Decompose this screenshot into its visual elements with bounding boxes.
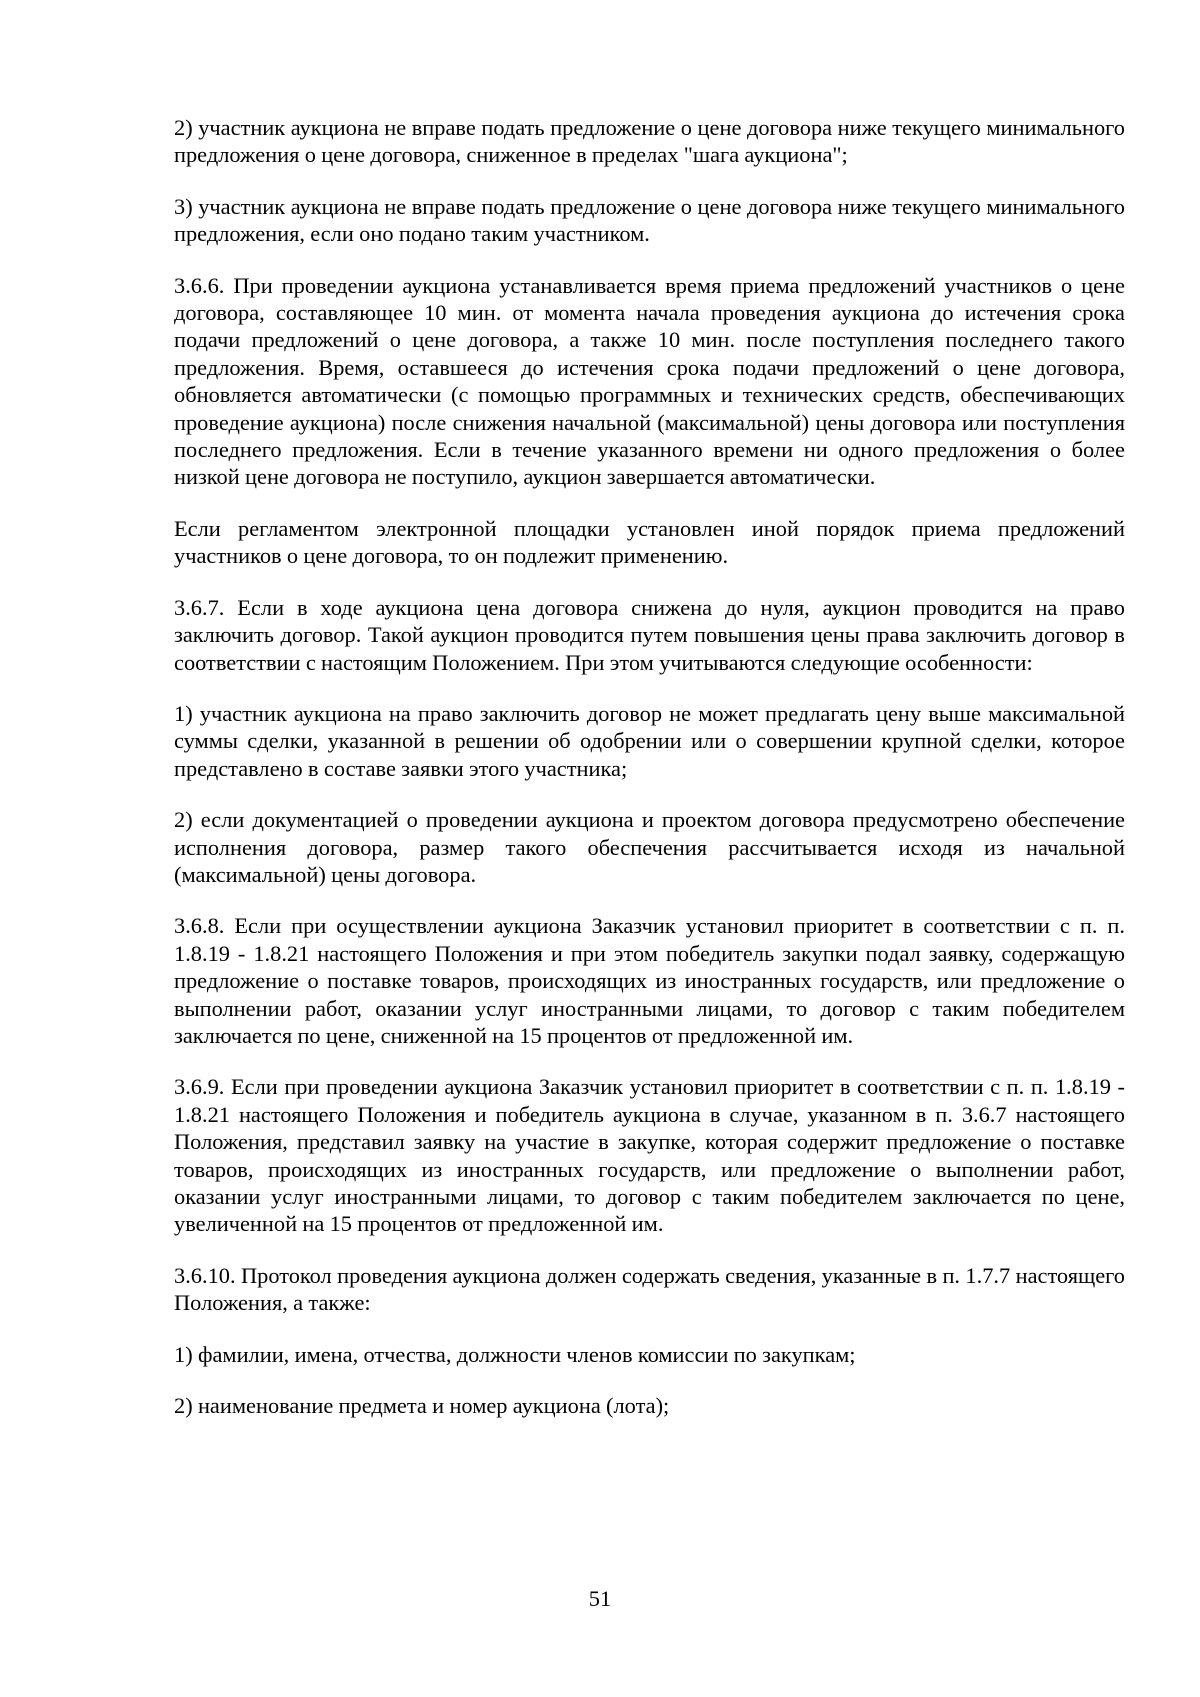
page-number: 51 [588,1586,612,1611]
document-body [174,114,1125,1443]
paragraph-max-deal-sum: 1) участник аукциона на право заключить договор не может предлагать цену выше максимальной суммы сделки, указанной в решении об одобрении или о совершении крупной сделки, которое представлено в составе заявки этого участника; [174,700,1125,781]
paragraph-subject-and-lot: 2) наименование предмета и номер аукциона (лота); [174,1393,670,1419]
paragraph-platform-regulation: Если регламентом электронной площадки установлен иной порядок приема предложений участников о цене договора, то он подлежит применению. [174,515,1125,569]
paragraph-3-6-10: 3.6.10. Протокол проведения аукциона должен содержать сведения, указанные в п. 1.7.7 настоящего Положения, а также: [174,1262,1125,1316]
paragraph-3-6-8: 3.6.8. Если при осуществлении аукциона Заказчик установил приоритет в соответствии с п. п. 1.8.19 - 1.8.21 настоящего Положения и при этом победитель закупки подал заявку, содержащую предложение о поставке товаров, происходящих из иностранных государств, или предложение о выполнении работ, оказании услуг иностранными лицами, то договор с таким победителем заключается по цене, сниженной на 15 процентов от предложенной им. [174,913,1125,1048]
paragraph-3-6-7: 3.6.7. Если в ходе аукциона цена договора снижена до нуля, аукцион проводится на право заключить договор. Такой аукцион проводится путем повышения цены права заключить договор в соответствии с настоящим Положением. При этом учитываются следующие особенности: [174,594,1125,675]
paragraph-own-bid-rule: 3) участник аукциона не вправе подать предложение о цене договора ниже текущего минимального предложения, если оно подано таким участником. [174,193,1125,247]
paragraph-contract-security: 2) если документацией о проведении аукциона и проектом договора предусмотрено обеспечение исполнения договора, размер такого обеспечения рассчитывается исходя из начальной (максимальной) цены договора. [174,807,1125,887]
paragraph-3-6-9: 3.6.9. Если при проведении аукциона Заказчик установил приоритет в соответствии с п. п. 1.8.19 - 1.8.21 настоящего Положения и победитель аукциона в случае, указанном в п. 3.6.7 настоящего Положения, представил заявку на участие в закупке, которая содержит предложение о поставке товаров, происходящих из иностранных государств, или предложение о выполнении работ, оказании услуг иностранными лицами, то договор с таким победителем заключается по цене, увеличенной на 15 процентов от предложенной им. [174,1074,1125,1237]
paragraph-commission-members: 1) фамилии, имена, отчества, должности членов комиссии по закупкам; [174,1341,856,1367]
paragraph-bid-step-rule: 2) участник аукциона не вправе подать предложение о цене договора ниже текущего минимального предложения о цене договора, сниженное в пределах "шага аукциона"; [174,115,1125,168]
paragraph-3-6-6: 3.6.6. При проведении аукциона устанавливается время приема предложений участников о цене договора, составляющее 10 мин. от момента начала проведения аукциона до истечения срока подачи предложений о цене договора, а также 10 мин. после поступления последнего такого предложения. Время, оставшееся до истечения срока подачи предложений о цене договора, обновляется автоматически (с помощью программных и технических средств, обеспечивающих проведение аукциона) после снижения начальной (максимальной) цены договора или поступления последнего предложения. Если в течение указанного времени ни одного предложения о более низкой цене договора не поступило, аукцион завершается автоматически. [174,272,1125,490]
